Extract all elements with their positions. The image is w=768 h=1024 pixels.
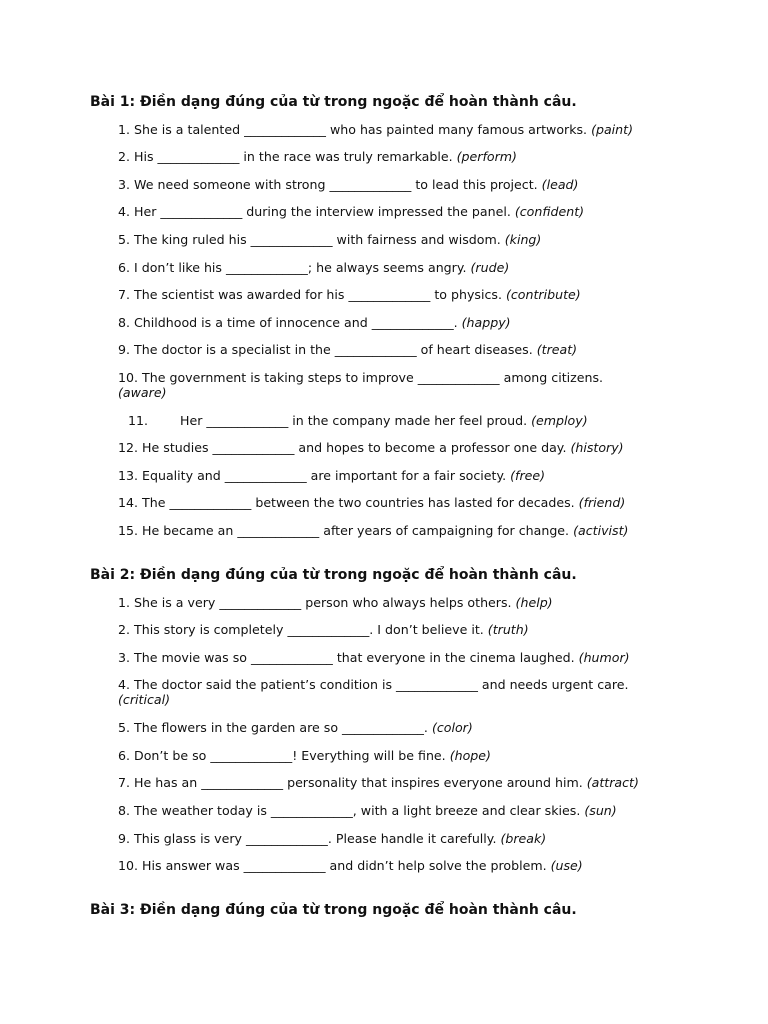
s1-item-10 — [118, 370, 648, 400]
item-hint: (help) — [515, 595, 553, 610]
s2-item-10 — [118, 858, 678, 873]
item-hint: (color) — [431, 720, 473, 735]
s1-item-15 — [118, 523, 678, 538]
item-number: 11. — [128, 413, 149, 428]
s2-item-9 — [118, 831, 678, 846]
item-text: 15. He became an _____________ after years of campaigning for change. — [118, 523, 574, 538]
section-2-title: Bài 2: Điền dạng đúng của từ trong ngoặc để hoàn thành câu. — [90, 567, 577, 583]
item-hint: (aware) — [118, 385, 167, 400]
item-text: 9. The doctor is a specialist in the _____________ of heart diseases. — [118, 342, 537, 357]
item-text: 7. He has an _____________ personality that inspires everyone around him. — [118, 775, 587, 790]
item-hint: (paint) — [591, 122, 634, 137]
s1-item-11 — [118, 413, 678, 428]
item-hint: (sun) — [584, 803, 617, 818]
s1-item-7 — [118, 287, 678, 302]
item-hint: (happy) — [461, 315, 511, 330]
item-text: 5. The flowers in the garden are so _____________. — [118, 720, 432, 735]
s1-item-13 — [118, 468, 678, 483]
item-hint: (attract) — [586, 775, 639, 790]
s2-item-7 — [118, 775, 678, 790]
item-text: 3. The movie was so _____________ that everyone in the cinema laughed. — [118, 650, 579, 665]
s1-item-12 — [118, 440, 678, 455]
item-text: 12. He studies _____________ and hopes to become a professor one day. — [118, 440, 571, 455]
item-hint: (friend) — [578, 495, 626, 510]
item-text: 2. His _____________ in the race was truly remarkable. — [118, 149, 457, 164]
s1-item-9 — [118, 342, 678, 357]
s1-item-3 — [118, 177, 678, 192]
item-hint: (use) — [550, 858, 583, 873]
item-text: 9. This glass is very _____________. Please handle it carefully. — [118, 831, 501, 846]
item-hint: (contribute) — [505, 287, 581, 302]
s2-item-1 — [118, 595, 678, 610]
s1-item-4 — [118, 204, 678, 219]
item-hint: (hope) — [449, 748, 491, 763]
item-hint: (free) — [510, 468, 546, 483]
item-hint: (lead) — [541, 177, 579, 192]
item-text: 13. Equality and _____________ are important for a fair society. — [118, 468, 511, 483]
section-1-title: Bài 1: Điền dạng đúng của từ trong ngoặc để hoàn thành câu. — [90, 94, 577, 110]
item-text: 10. The government is taking steps to improve _____________ among citizens. — [118, 370, 604, 385]
s1-item-8 — [118, 315, 678, 330]
item-text: 5. The king ruled his _____________ with fairness and wisdom. — [118, 232, 505, 247]
s1-item-5 — [118, 232, 678, 247]
item-text: 6. Don’t be so _____________! Everything will be fine. — [118, 748, 450, 763]
item-text: 6. I don’t like his _____________; he always seems angry. — [118, 260, 471, 275]
item-text: 4. The doctor said the patient’s condition is _____________ and needs urgent care. — [118, 677, 629, 692]
s2-item-8 — [118, 803, 678, 818]
item-text: 3. We need someone with strong _____________ to lead this project. — [118, 177, 542, 192]
item-hint: (critical) — [118, 692, 171, 707]
item-text: 7. The scientist was awarded for his _____________ to physics. — [118, 287, 506, 302]
item-hint: (truth) — [487, 622, 529, 637]
item-text: 2. This story is completely _____________. I don’t believe it. — [118, 622, 488, 637]
item-text: 8. Childhood is a time of innocence and _____________. — [118, 315, 462, 330]
item-text: 4. Her _____________ during the interview impressed the panel. — [118, 204, 515, 219]
section-3-title: Bài 3: Điền dạng đúng của từ trong ngoặc để hoàn thành câu. — [90, 902, 577, 918]
item-hint: (confident) — [514, 204, 585, 219]
item-hint: (treat) — [536, 342, 578, 357]
item-hint: (humor) — [578, 650, 630, 665]
item-text: 1. She is a very _____________ person who always helps others. — [118, 595, 516, 610]
s2-item-6 — [118, 748, 678, 763]
s2-item-4 — [118, 677, 678, 707]
item-text: Her _____________ in the company made her feel proud. — [180, 413, 532, 428]
item-hint: (perform) — [456, 149, 517, 164]
s1-item-2 — [118, 149, 678, 164]
item-hint: (break) — [500, 831, 547, 846]
item-hint: (history) — [570, 440, 624, 455]
s2-item-3 — [118, 650, 678, 665]
s2-item-2 — [118, 622, 678, 637]
s1-item-1 — [118, 122, 678, 137]
item-hint: (king) — [504, 232, 542, 247]
item-text: 1. She is a talented _____________ who has painted many famous artworks. — [118, 122, 592, 137]
s1-item-6 — [118, 260, 678, 275]
s2-item-5 — [118, 720, 678, 735]
item-hint: (employ) — [531, 413, 588, 428]
item-hint: (activist) — [573, 523, 629, 538]
item-text: 10. His answer was _____________ and didn’t help solve the problem. — [118, 858, 551, 873]
s1-item-14 — [118, 495, 678, 510]
item-text: 14. The _____________ between the two countries has lasted for decades. — [118, 495, 579, 510]
item-hint: (rude) — [470, 260, 510, 275]
item-text: 8. The weather today is _____________, with a light breeze and clear skies. — [118, 803, 585, 818]
